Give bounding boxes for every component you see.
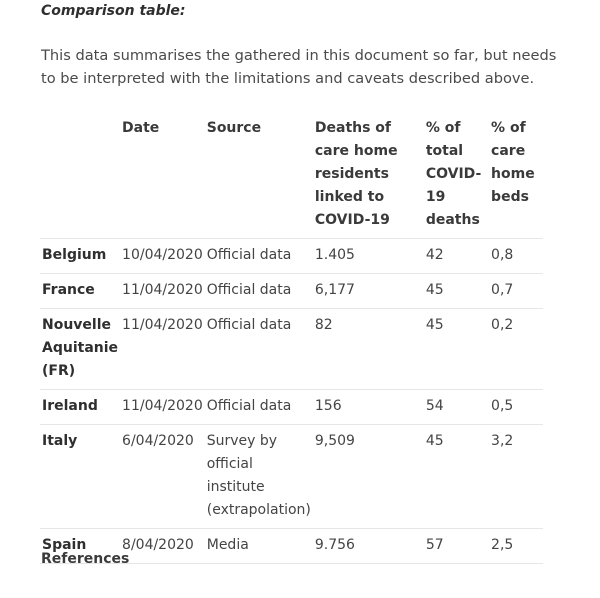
cell-date: 11/04/2020 <box>120 274 205 309</box>
table-header-row <box>40 113 543 239</box>
cell-source: Media <box>205 529 313 564</box>
table-row <box>40 309 543 390</box>
cell-pct-deaths: 45 <box>424 425 489 529</box>
cell-pct-deaths: 42 <box>424 239 489 274</box>
cell-pct-beds: 3,2 <box>489 425 543 529</box>
cell-country: Nouvelle Aquitanie (FR) <box>40 309 120 390</box>
cell-country: France <box>40 274 120 309</box>
cell-country: Belgium <box>40 239 120 274</box>
table-row <box>40 274 543 309</box>
cell-pct-deaths: 45 <box>424 309 489 390</box>
cell-source: Official data <box>205 390 313 425</box>
cell-deaths: 9,509 <box>313 425 424 529</box>
cell-deaths: 9.756 <box>313 529 424 564</box>
header-date: Date <box>122 120 160 136</box>
cell-pct-beds: 0,5 <box>489 390 543 425</box>
cell-pct-deaths: 57 <box>424 529 489 564</box>
cell-date: 6/04/2020 <box>120 425 205 529</box>
cell-source: Official data <box>205 239 313 274</box>
cell-pct-beds: 0,8 <box>489 239 543 274</box>
cell-date: 8/04/2020 <box>120 529 205 564</box>
cell-country: Italy <box>40 425 120 529</box>
section-heading: Comparison table: <box>41 3 186 19</box>
cell-pct-beds: 2,5 <box>489 529 543 564</box>
cell-source: Official data <box>205 309 313 390</box>
cell-pct-deaths: 54 <box>424 390 489 425</box>
header-pct-beds: % of care home beds <box>491 120 535 205</box>
cell-source: Official data <box>205 274 313 309</box>
cell-pct-deaths: 45 <box>424 274 489 309</box>
cell-date: 10/04/2020 <box>120 239 205 274</box>
cell-date: 11/04/2020 <box>120 390 205 425</box>
cell-date: 11/04/2020 <box>120 309 205 390</box>
header-pct-deaths: % of total COVID-19 deaths <box>425 120 482 228</box>
intro-paragraph: This data summarises the gathered in this document so far, but needs to be interpreted with the limitations and caveats described above. <box>41 47 557 87</box>
table-row <box>40 239 543 274</box>
header-country <box>40 113 120 239</box>
header-source: Source <box>206 120 262 136</box>
comparison-table <box>40 113 543 564</box>
cell-pct-beds: 0,7 <box>489 274 543 309</box>
cell-deaths: 1.405 <box>313 239 424 274</box>
header-deaths: Deaths of care home residents linked to COVID-19 <box>314 120 398 228</box>
table-row <box>40 390 543 425</box>
cell-source: Survey by official institute (extrapolation) <box>205 425 313 529</box>
table-row <box>40 425 543 529</box>
cell-country: Spain <box>40 529 120 564</box>
cell-pct-beds: 0,2 <box>489 309 543 390</box>
cell-country: Ireland <box>40 390 120 425</box>
cell-deaths: 156 <box>313 390 424 425</box>
references-heading: References <box>41 551 130 567</box>
cell-deaths: 82 <box>313 309 424 390</box>
cell-deaths: 6,177 <box>313 274 424 309</box>
